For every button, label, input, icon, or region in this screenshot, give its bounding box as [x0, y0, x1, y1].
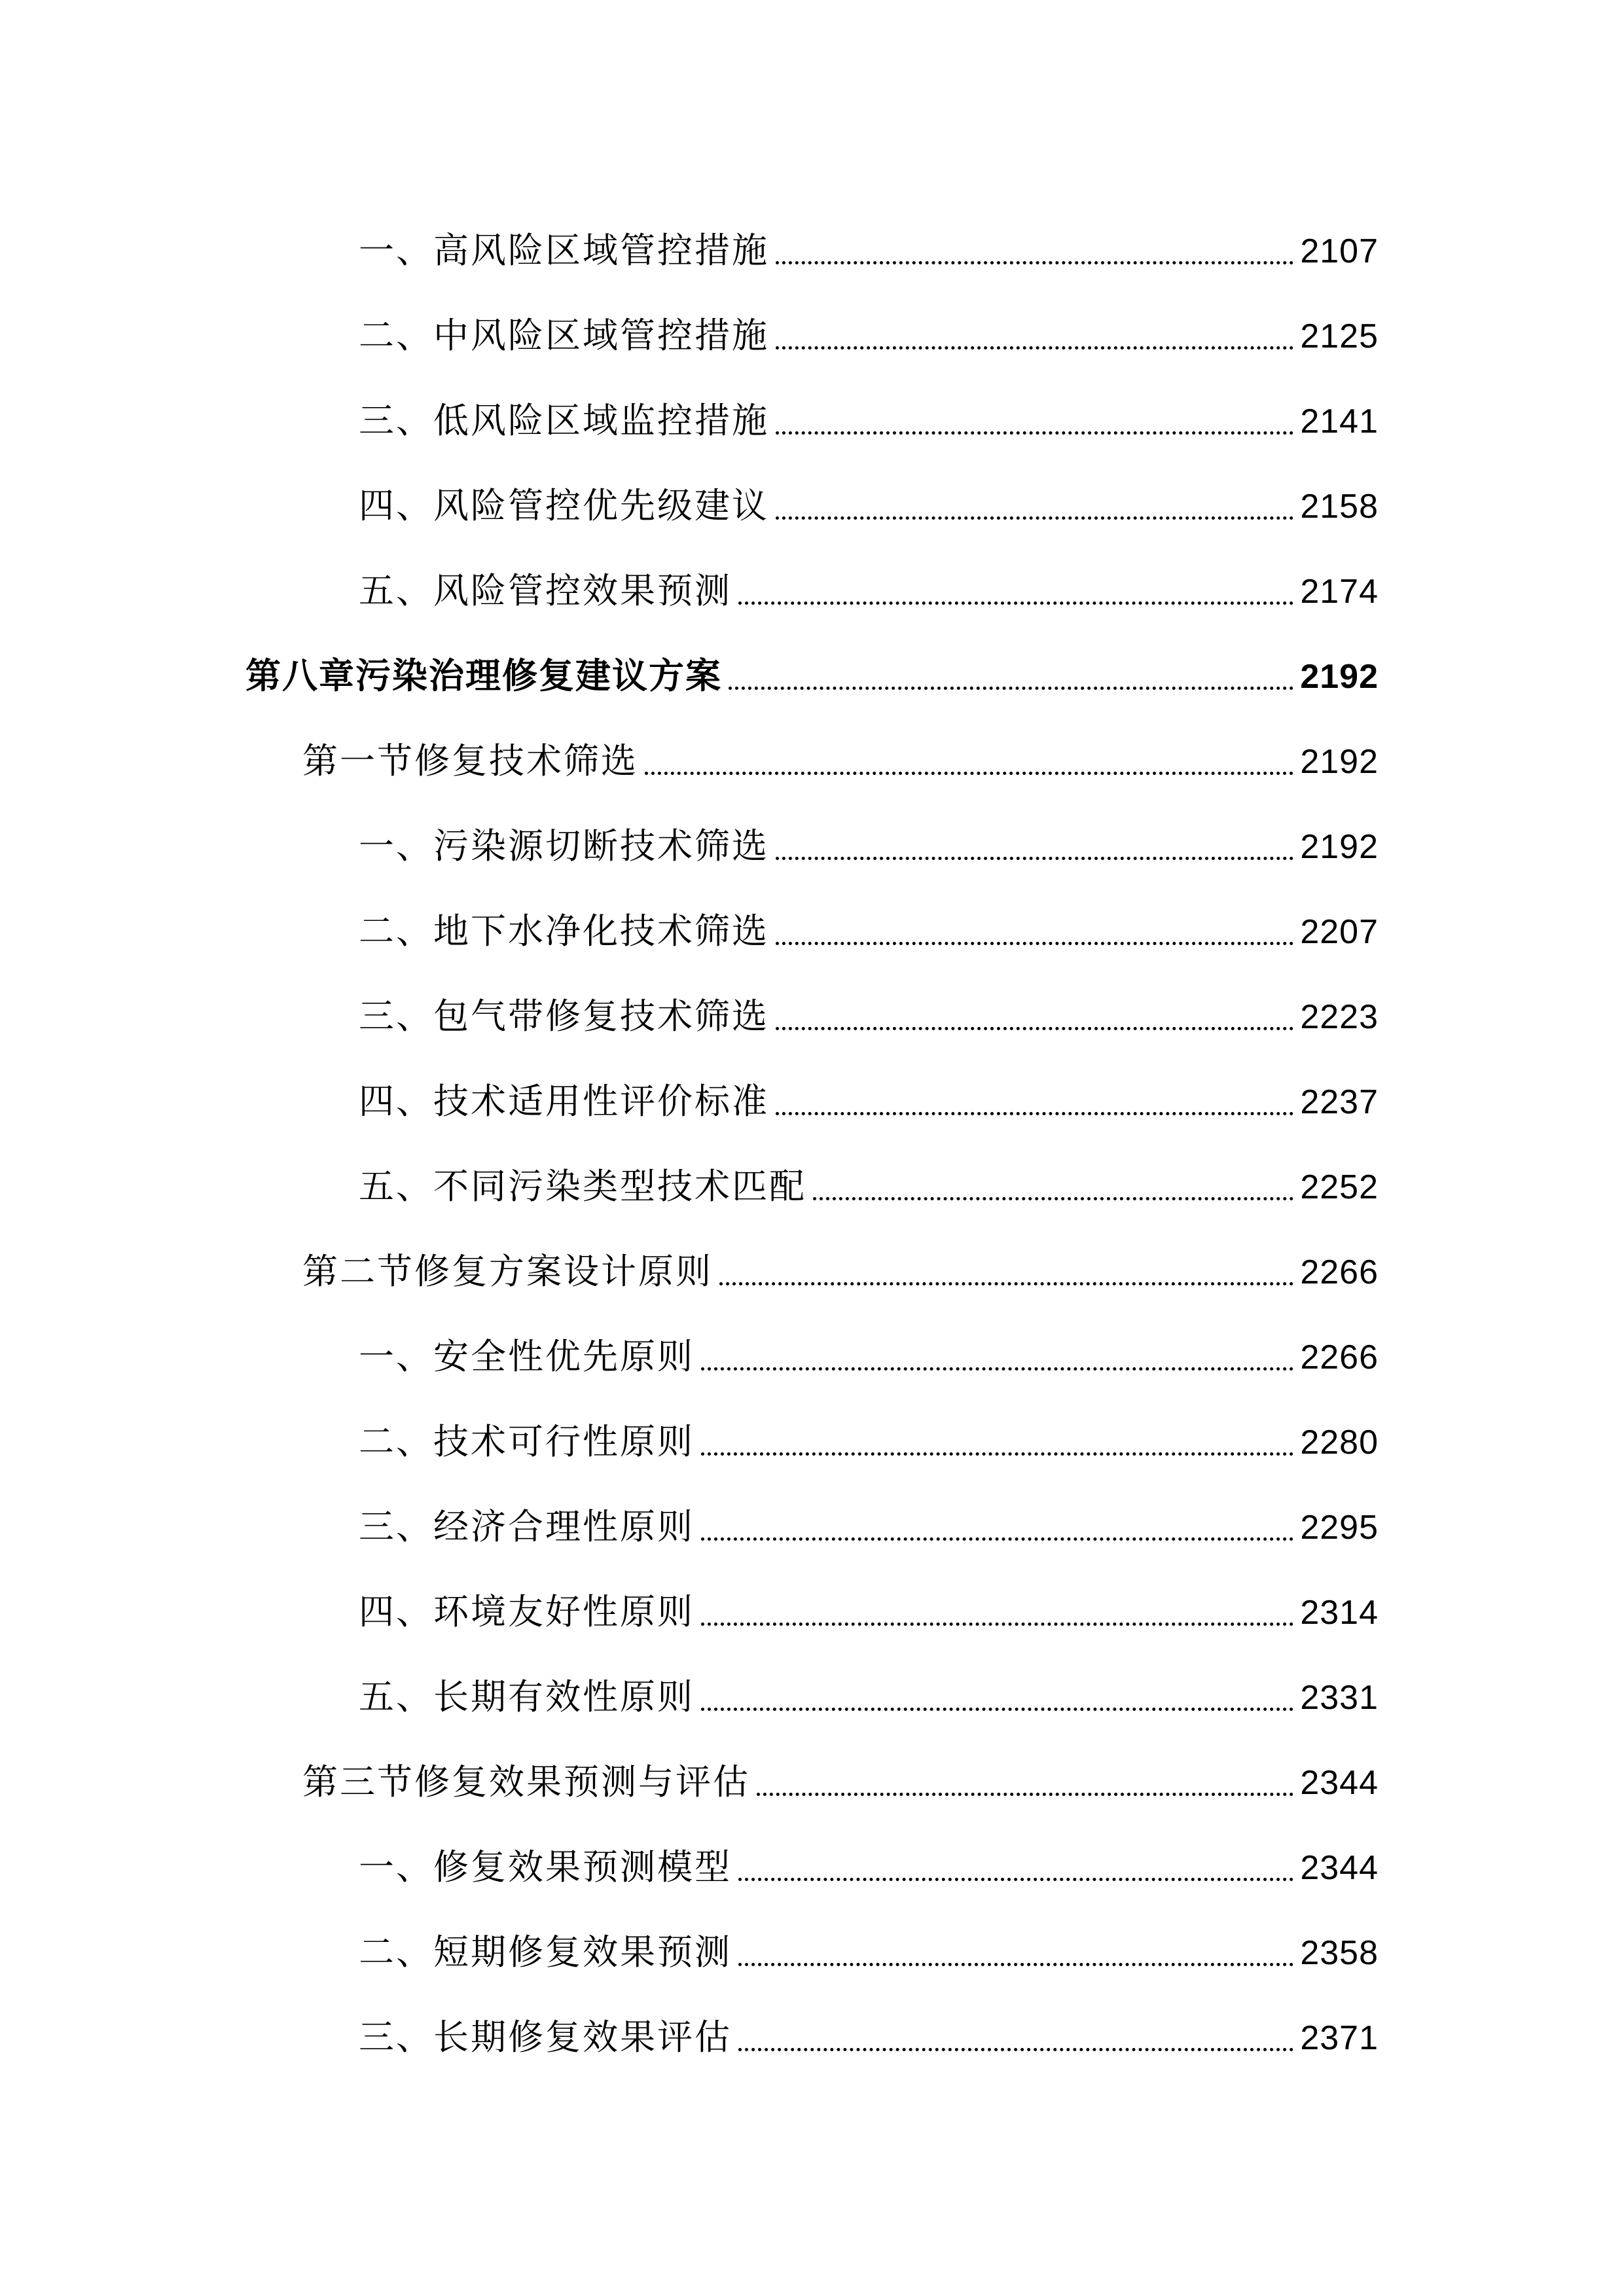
toc-entry-page: 2344 — [1300, 1849, 1379, 1887]
toc-entry[interactable] — [359, 890, 1379, 952]
toc-section-entry[interactable] — [302, 1230, 1379, 1292]
toc-entry[interactable] — [359, 1401, 1379, 1460]
toc-entry[interactable] — [359, 1486, 1379, 1545]
toc-entry-page: 2141 — [1300, 403, 1379, 440]
toc-entry-page: 2207 — [1300, 913, 1379, 951]
toc-entry[interactable] — [359, 1996, 1379, 2058]
toc-entry-page: 2125 — [1300, 317, 1379, 355]
toc-entry-page: 2358 — [1300, 1934, 1379, 1972]
toc-entry[interactable] — [359, 1826, 1379, 1888]
toc-entry[interactable] — [359, 805, 1379, 867]
toc-entry-page: 2266 — [1300, 1338, 1379, 1376]
toc-entry-title: 五、不同污染类型技术匹配 — [359, 1166, 806, 1207]
dot-leader — [776, 346, 1293, 350]
dot-leader — [776, 431, 1293, 435]
toc-entry-page: 2280 — [1300, 1424, 1379, 1462]
toc-entry-title: 第一节修复技术筛选 — [302, 740, 638, 781]
toc-entry-title: 五、长期有效性原则 — [359, 1676, 695, 1717]
dot-leader — [738, 2048, 1293, 2051]
toc-entry-title: 四、技术适用性评价标准 — [359, 1081, 769, 1122]
toc-entry[interactable] — [359, 465, 1379, 524]
toc-entry[interactable] — [359, 1145, 1379, 1207]
dot-leader — [776, 261, 1293, 264]
dot-leader — [701, 1452, 1293, 1456]
toc-entry-title: 一、修复效果预测模型 — [359, 1846, 732, 1888]
toc-entry-page: 2266 — [1300, 1253, 1379, 1291]
toc-entry-title: 五、风险管控效果预测 — [359, 570, 732, 611]
toc-section-entry[interactable] — [302, 720, 1379, 779]
dot-leader — [701, 1623, 1293, 1626]
dot-leader — [738, 1963, 1293, 1966]
dot-leader — [776, 1027, 1293, 1030]
toc-entry-page: 2158 — [1300, 488, 1379, 526]
toc-entry-page: 2371 — [1300, 2019, 1379, 2057]
toc-entry-title: 三、包气带修复技术筛选 — [359, 996, 769, 1037]
toc-entry[interactable] — [359, 1060, 1379, 1122]
dot-leader — [738, 1878, 1293, 1881]
toc-entry-title: 三、低风险区域监控措施 — [359, 400, 769, 441]
toc-entry-title: 三、长期修复效果评估 — [359, 2017, 732, 2058]
toc-entry-title: 一、安全性优先原则 — [359, 1336, 695, 1377]
dot-leader — [776, 942, 1293, 945]
toc-entry-page: 2192 — [1300, 658, 1379, 696]
toc-entry-title: 第三节修复效果预测与评估 — [302, 1761, 750, 1803]
toc-entry-page: 2237 — [1300, 1083, 1379, 1121]
toc-entry-title: 二、短期修复效果预测 — [359, 1931, 732, 1973]
dot-leader — [776, 857, 1293, 860]
dot-leader — [738, 601, 1293, 605]
dot-leader — [757, 1793, 1293, 1796]
toc-entry-page: 2295 — [1300, 1509, 1379, 1547]
toc-entry-title: 四、风险管控优先级建议 — [359, 485, 769, 526]
dot-leader — [776, 516, 1293, 520]
toc-entry-title: 第二节修复方案设计原则 — [302, 1251, 713, 1292]
toc-entry-page: 2192 — [1300, 828, 1379, 866]
toc-entry[interactable] — [359, 1571, 1379, 1630]
toc-entry-page: 2314 — [1300, 1594, 1379, 1632]
toc-entry[interactable] — [359, 550, 1379, 609]
toc-entry-page: 2223 — [1300, 998, 1379, 1036]
toc-entry-page: 2331 — [1300, 1679, 1379, 1717]
toc-entry-title: 二、中风险区域管控措施 — [359, 315, 769, 356]
toc-entry-title: 第八章污染治理修复建议方案 — [245, 655, 722, 696]
dot-leader — [719, 1282, 1293, 1285]
toc-entry[interactable] — [359, 1316, 1379, 1377]
toc-entry[interactable] — [359, 380, 1379, 439]
toc-entry[interactable] — [359, 975, 1379, 1037]
toc-entry-title: 二、地下水净化技术筛选 — [359, 910, 769, 952]
dot-leader — [645, 772, 1293, 775]
dot-leader — [776, 1112, 1293, 1115]
dot-leader — [701, 1537, 1293, 1541]
toc-entry-title: 四、环境友好性原则 — [359, 1591, 695, 1632]
toc-entry[interactable] — [359, 295, 1379, 356]
toc-entry-page: 2107 — [1300, 232, 1379, 270]
toc-entry[interactable] — [359, 1656, 1379, 1715]
toc-entry-title: 三、经济合理性原则 — [359, 1506, 695, 1547]
toc-entry-page: 2252 — [1300, 1168, 1379, 1206]
toc-chapter-entry[interactable] — [245, 635, 1379, 694]
dot-leader — [813, 1197, 1293, 1200]
dot-leader — [701, 1708, 1293, 1711]
dot-leader — [701, 1367, 1293, 1371]
dot-leader — [729, 687, 1293, 690]
toc-entry-title: 一、高风险区域管控措施 — [359, 230, 769, 271]
toc-entry-title: 二、技术可行性原则 — [359, 1421, 695, 1462]
toc-section-entry[interactable] — [302, 1741, 1379, 1803]
toc-entry-page: 2174 — [1300, 573, 1379, 611]
toc-entry-page: 2344 — [1300, 1764, 1379, 1802]
toc-entry[interactable] — [359, 1911, 1379, 1973]
toc-entry-page: 2192 — [1300, 743, 1379, 781]
toc-entry[interactable] — [359, 209, 1379, 271]
toc-entry-title: 一、污染源切断技术筛选 — [359, 825, 769, 867]
